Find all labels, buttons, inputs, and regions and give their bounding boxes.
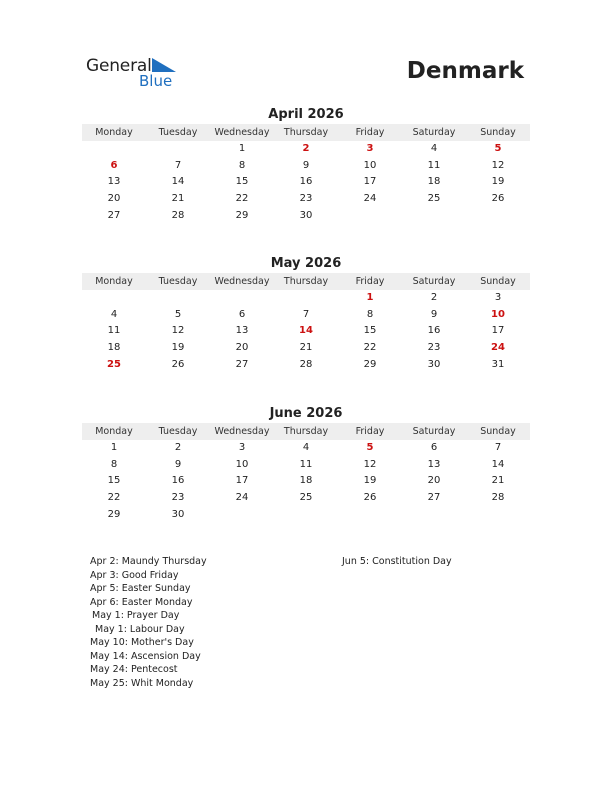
week-row [82, 290, 530, 307]
day-cell: 24 [491, 342, 505, 354]
day-cell: 4 [110, 308, 118, 320]
week-row [82, 440, 530, 457]
holiday-entry: May 10: Mother's Day [90, 637, 194, 648]
day-cell: 18 [299, 475, 313, 487]
holiday-entry: May 14: Ascension Day [90, 650, 201, 662]
month-title: May 2026 [270, 256, 342, 271]
holiday-entry: Apr 2: Maundy Thursday [90, 556, 207, 567]
day-cell: 2 [174, 442, 182, 453]
day-grid [82, 440, 530, 523]
day-cell: 15 [235, 176, 249, 188]
day-cell: 6 [238, 308, 246, 320]
day-cell: 2 [430, 292, 438, 303]
day-cell: 4 [430, 143, 438, 154]
day-cell: 12 [491, 159, 505, 171]
empty-day-cell [466, 208, 530, 225]
day-cell: 9 [174, 458, 182, 470]
weekday-header [82, 124, 530, 141]
weekday-sunday: Sunday [480, 127, 516, 138]
week-row [82, 340, 530, 357]
weekday-monday: Monday [95, 276, 133, 287]
day-cell: 21 [171, 193, 185, 205]
day-cell: 6 [110, 159, 118, 171]
weekday-saturday: Saturday [412, 426, 456, 437]
empty-day-cell [146, 141, 210, 158]
logo-general-text: General [86, 56, 152, 76]
day-cell: 3 [238, 442, 246, 453]
empty-day-cell [274, 290, 338, 307]
holiday-list-right [342, 555, 452, 569]
day-cell: 22 [363, 342, 377, 354]
weekday-saturday: Saturday [412, 276, 456, 287]
weekday-tuesday: Tuesday [158, 127, 198, 138]
day-cell: 12 [363, 458, 377, 470]
day-cell: 20 [427, 475, 441, 487]
weekday-friday: Friday [355, 276, 385, 287]
day-cell: 30 [299, 209, 313, 221]
empty-day-cell [146, 290, 210, 307]
day-cell: 17 [235, 475, 249, 487]
day-cell: 7 [174, 159, 182, 171]
day-cell: 23 [299, 193, 313, 205]
day-cell: 19 [491, 176, 505, 188]
day-cell: 18 [427, 176, 441, 188]
month-title: June 2026 [269, 406, 343, 421]
day-cell: 5 [366, 442, 374, 453]
holiday-entry: May 1: Prayer Day [92, 610, 180, 621]
day-cell: 12 [171, 325, 185, 337]
generalblue-logo [86, 56, 186, 92]
day-cell: 5 [494, 143, 502, 154]
holiday-entry: Apr 3: Good Friday [90, 569, 179, 581]
day-cell: 3 [366, 143, 374, 154]
empty-day-cell [82, 290, 146, 307]
day-cell: 28 [491, 492, 505, 504]
weekday-friday: Friday [355, 127, 385, 138]
day-cell: 20 [235, 342, 249, 354]
weekday-friday: Friday [355, 426, 385, 437]
weekday-header [82, 423, 530, 440]
empty-day-cell [466, 507, 530, 524]
day-cell: 28 [299, 358, 313, 370]
day-cell: 27 [107, 209, 121, 221]
weekday-sunday: Sunday [480, 276, 516, 287]
weekday-wednesday: Wednesday [214, 426, 270, 437]
holiday-entry: May 25: Whit Monday [90, 677, 194, 689]
month-title: April 2026 [268, 107, 344, 122]
day-cell: 3 [494, 292, 502, 303]
day-cell: 22 [235, 193, 249, 205]
weekday-thursday: Thursday [283, 276, 329, 287]
empty-day-cell [338, 208, 402, 225]
week-row [82, 208, 530, 225]
day-cell: 29 [107, 508, 121, 520]
day-cell: 4 [302, 442, 310, 453]
day-cell: 26 [171, 358, 185, 370]
day-cell: 29 [235, 209, 249, 221]
country-title: Denmark [406, 58, 524, 84]
day-cell: 25 [299, 492, 313, 504]
day-cell: 14 [299, 325, 313, 337]
day-cell: 7 [302, 308, 310, 320]
day-cell: 13 [235, 325, 249, 337]
day-cell: 13 [107, 176, 121, 188]
empty-day-cell [402, 507, 466, 524]
week-row [82, 357, 530, 374]
day-cell: 10 [363, 159, 377, 171]
week-row [82, 158, 530, 175]
week-row [82, 507, 530, 524]
weekday-thursday: Thursday [283, 426, 329, 437]
day-cell: 10 [491, 308, 505, 320]
day-cell: 24 [363, 193, 377, 205]
day-cell: 16 [427, 325, 441, 337]
weekday-wednesday: Wednesday [214, 276, 270, 287]
day-cell: 16 [171, 475, 185, 487]
week-row [82, 323, 530, 340]
day-cell: 26 [363, 492, 377, 504]
day-cell: 19 [171, 342, 185, 354]
weekday-saturday: Saturday [412, 127, 456, 138]
day-cell: 18 [107, 342, 121, 354]
day-cell: 24 [235, 492, 249, 504]
day-cell: 27 [235, 358, 249, 370]
day-cell: 1 [238, 143, 246, 154]
weekday-header [82, 273, 530, 290]
day-grid [82, 141, 530, 224]
empty-day-cell [338, 507, 402, 524]
week-row [82, 473, 530, 490]
weekday-thursday: Thursday [283, 127, 329, 138]
month-june [82, 405, 530, 523]
day-cell: 20 [107, 193, 121, 205]
day-cell: 10 [235, 458, 249, 470]
day-cell: 25 [427, 193, 441, 205]
day-cell: 27 [427, 492, 441, 504]
day-cell: 25 [107, 358, 121, 370]
day-cell: 21 [491, 475, 505, 487]
day-cell: 26 [491, 193, 505, 205]
day-cell: 16 [299, 176, 313, 188]
day-cell: 30 [171, 508, 185, 520]
month-may [82, 255, 530, 373]
weekday-monday: Monday [95, 127, 133, 138]
day-cell: 11 [107, 325, 121, 337]
week-row [82, 307, 530, 324]
day-cell: 17 [491, 325, 505, 337]
week-row [82, 191, 530, 208]
day-cell: 23 [171, 492, 185, 504]
holiday-list-left [90, 555, 207, 690]
weekday-sunday: Sunday [480, 426, 516, 437]
day-cell: 1 [110, 442, 118, 453]
week-row [82, 457, 530, 474]
day-cell: 1 [366, 292, 374, 303]
week-row [82, 174, 530, 191]
week-row [82, 141, 530, 158]
weekday-tuesday: Tuesday [158, 276, 198, 287]
day-cell: 5 [174, 308, 182, 320]
weekday-wednesday: Wednesday [214, 127, 270, 138]
day-cell: 8 [366, 308, 374, 320]
day-cell: 6 [430, 442, 438, 453]
day-cell: 31 [491, 358, 505, 370]
flag-icon [152, 58, 176, 72]
empty-day-cell [82, 141, 146, 158]
day-cell: 9 [302, 159, 310, 171]
day-cell: 29 [363, 358, 377, 370]
day-cell: 8 [110, 458, 118, 470]
day-cell: 8 [238, 159, 246, 171]
day-cell: 17 [363, 176, 377, 188]
day-grid [82, 290, 530, 373]
day-cell: 23 [427, 342, 441, 354]
empty-day-cell [210, 507, 274, 524]
day-cell: 21 [299, 342, 313, 354]
holiday-entry: Apr 6: Easter Monday [90, 596, 193, 608]
weekday-monday: Monday [95, 426, 133, 437]
day-cell: 11 [299, 458, 313, 470]
day-cell: 9 [430, 308, 438, 320]
weekday-tuesday: Tuesday [158, 426, 198, 437]
empty-day-cell [210, 290, 274, 307]
day-cell: 14 [171, 176, 185, 188]
day-cell: 15 [363, 325, 377, 337]
day-cell: 22 [107, 492, 121, 504]
week-row [82, 490, 530, 507]
logo-blue-text: Blue [139, 72, 173, 90]
holiday-entry: May 24: Pentecost [90, 664, 178, 675]
holiday-entry: May 1: Labour Day [95, 623, 185, 635]
day-cell: 13 [427, 458, 441, 470]
day-cell: 19 [363, 475, 377, 487]
day-cell: 7 [494, 442, 502, 453]
holiday-entry: Jun 5: Constitution Day [342, 556, 452, 567]
day-cell: 14 [491, 458, 505, 470]
day-cell: 15 [107, 475, 121, 487]
empty-day-cell [402, 208, 466, 225]
holiday-entry: Apr 5: Easter Sunday [90, 583, 191, 594]
month-april [82, 106, 530, 224]
day-cell: 2 [302, 143, 310, 154]
day-cell: 11 [427, 159, 441, 171]
empty-day-cell [274, 507, 338, 524]
day-cell: 28 [171, 209, 185, 221]
day-cell: 30 [427, 358, 441, 370]
